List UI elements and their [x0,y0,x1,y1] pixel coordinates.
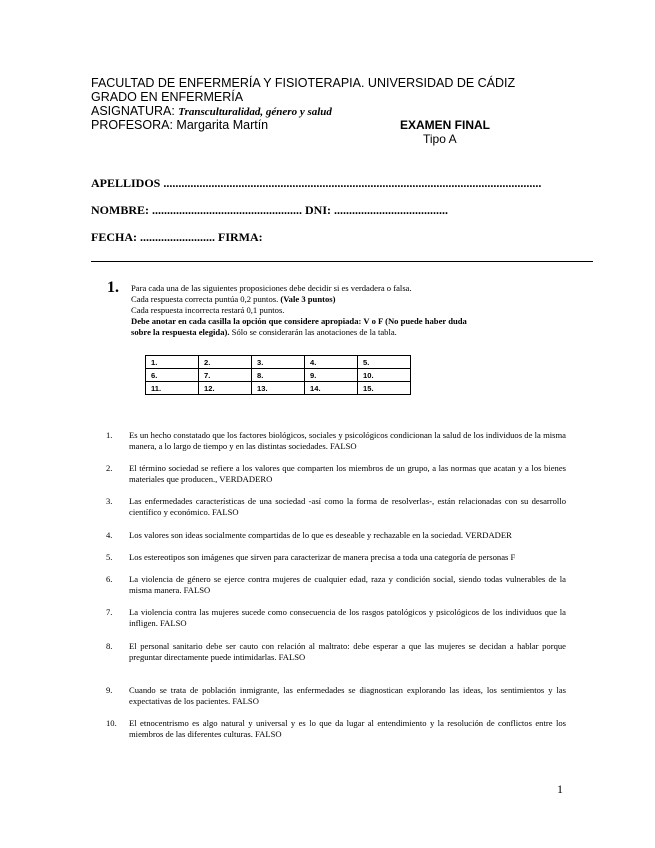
instruction-text: Sólo se considerarán las anotaciones de la tabla. [229,327,397,337]
statement-text: El etnocentrismo es algo natural y universal y es lo que da lugar al entendimiento y la resolución de conflictos entre los miembros de las diferentes culturas. FALSO [129,718,566,740]
subject-label: ASIGNATURA: [91,104,175,118]
answer-cell[interactable]: 5. [358,356,411,369]
answer-row [146,369,411,382]
statement-text: La violencia contra las mujeres sucede como consecuencia de los rasgos patológicos y psicológicos de los individuos que la infligen. FALSO [129,607,566,629]
answer-cell[interactable]: 9. [305,369,358,382]
instruction-line [131,327,397,337]
teacher-line: PROFESORA: Margarita Martín [91,118,269,132]
statement-text: El término sociedad se refiere a los valores que comparten los miembros de un grupo, a las normas que acatan y a los bienes materiales que producen., VERDADERO [129,463,566,485]
instruction-line: Para cada una de las siguientes proposiciones debe decidir si es verdadera o falsa. [131,283,412,293]
statement-text: Los estereotipos son imágenes que sirven para caracterizar de manera precisa a toda una categoría de personas F [129,552,516,562]
exam-type: Tipo A [423,132,457,146]
statement-number: 1. [106,430,113,440]
statement-number: 7. [106,607,113,617]
exam-title: EXAMEN FINAL [400,118,490,132]
surnames-field[interactable]: APELLIDOS .............................................................................................................................. [91,176,542,190]
statement-text: Los valores son ideas socialmente compartidas de lo que es deseable y rechazable en la sociedad. VERDADER [129,530,512,540]
instruction-bold: (Vale 3 puntos) [280,294,336,304]
statement-number: 8. [106,641,113,651]
statement-number: 10. [106,718,117,728]
answer-grid [145,355,411,395]
instruction-text: Cada respuesta correcta puntúa 0,2 puntos. [131,294,281,304]
statement-number: 3. [106,496,113,506]
divider [91,261,593,262]
answer-cell[interactable]: 8. [252,369,305,382]
subject-value: Transculturalidad, género y salud [178,106,332,118]
page-number: 1 [557,782,563,796]
answer-cell[interactable]: 10. [358,369,411,382]
answer-cell[interactable]: 6. [146,369,199,382]
statement-text: La violencia de género se ejerce contra mujeres de cualquier edad, raza y condición social, siendo todas vulnerables de la misma manera. FALSO [129,574,566,596]
answer-cell[interactable]: 15. [358,382,411,395]
instruction-line [131,294,335,304]
answer-cell[interactable]: 14. [305,382,358,395]
statement-text: El personal sanitario debe ser cauto con relación al maltrato: debe esperar a que las mujeres se decidan a hablar porque preguntar directamente puede intimidarlas. FALSO [129,641,566,663]
instruction-bold: sobre la respuesta elegida). [131,327,230,337]
answer-cell[interactable]: 13. [252,382,305,395]
answer-cell[interactable]: 11. [146,382,199,395]
statement-text: Es un hecho constatado que los factores biológicos, sociales y psicológicos condicionan la salud de los individuos de la misma manera, a lo largo de tiempo y en las distintas sociedades. FALSO [129,430,566,452]
statement-text: Las enfermedades características de una sociedad -así como la forma de resolverlas-, están relacionadas con su desarrollo científico y económico. FALSO [129,496,566,518]
instruction-line: Cada respuesta incorrecta restará 0,1 puntos. [131,305,285,315]
answer-cell[interactable]: 1. [146,356,199,369]
instruction-bold: Debe anotar en cada casilla la opción que considere apropiada: V o F (No puede haber duda [131,316,467,326]
answer-cell[interactable]: 12. [199,382,252,395]
statement-number: 9. [106,685,113,695]
answer-cell[interactable]: 4. [305,356,358,369]
subject-line [91,104,332,119]
statement-number: 4. [106,530,113,540]
answer-row [146,356,411,369]
answer-cell[interactable]: 7. [199,369,252,382]
statement-number: 5. [106,552,113,562]
name-dni-field[interactable]: NOMBRE: .................................................. DNI: ...................................... [91,203,448,217]
statement-number: 6. [106,574,113,584]
answer-row [146,382,411,395]
statement-text: Cuando se trata de población inmigrante, las enfermedades se diagnostican explorando las ideas, los sentimientos y las expectativas de los pacientes. FALSO [129,685,566,707]
answer-cell[interactable]: 3. [252,356,305,369]
question-number: 1. [107,279,119,296]
faculty-heading: FACULTAD DE ENFERMERÍA Y FISIOTERAPIA. UNIVERSIDAD DE CÁDIZ [91,76,516,90]
answer-cell[interactable]: 2. [199,356,252,369]
instruction-line [131,316,467,326]
degree-heading: GRADO EN ENFERMERÍA [91,90,244,104]
date-signature-field[interactable]: FECHA: ......................... FIRMA: [91,230,263,244]
statement-number: 2. [106,463,113,473]
